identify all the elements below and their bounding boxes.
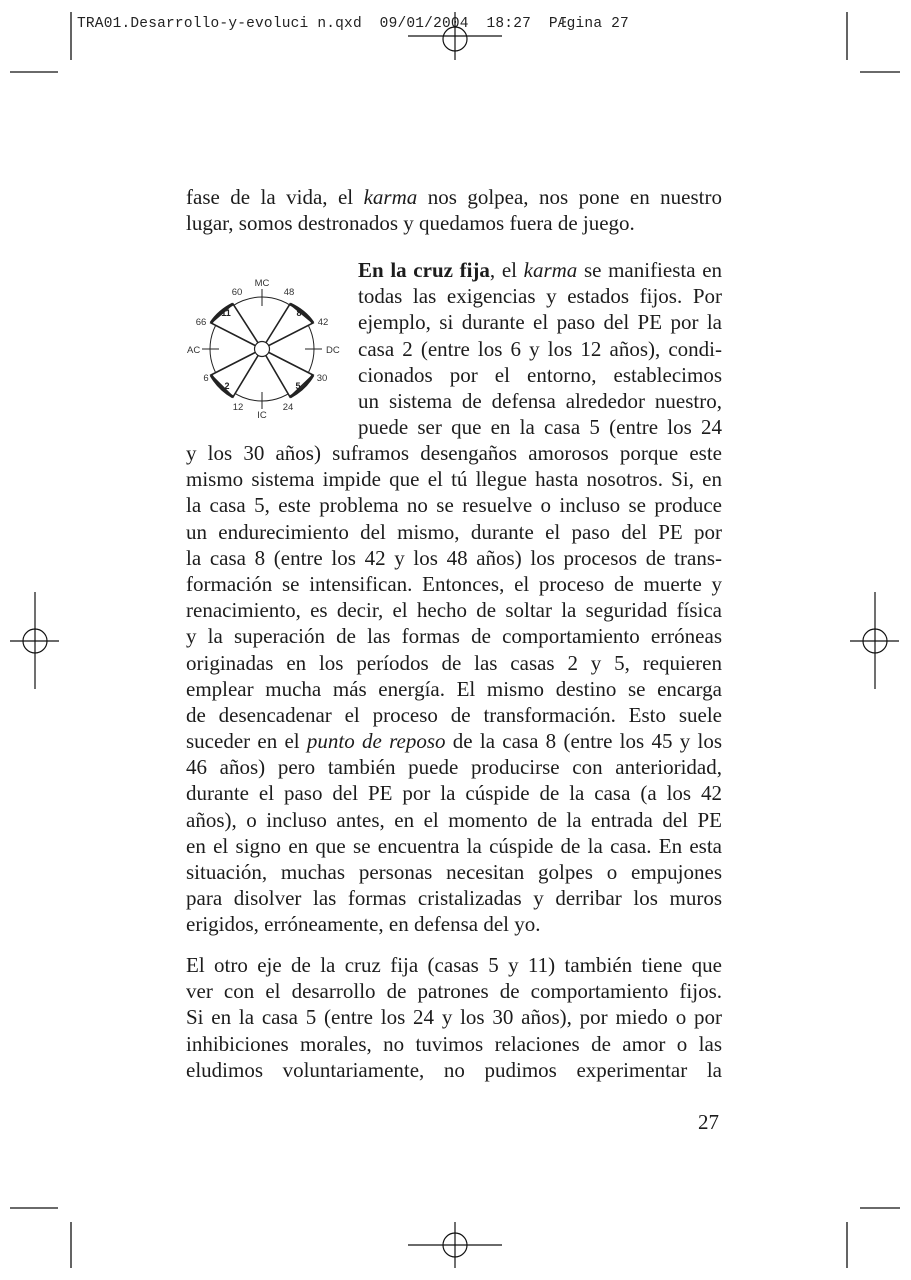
text-line: lugar, somos destronados y quedamos fuera de juego. (186, 211, 635, 236)
svg-text:30: 30 (316, 373, 328, 384)
paragraph-3 (186, 952, 722, 1083)
text-line: suceder en el punto de reposo de la casa 8 (entre los 45 y los (186, 729, 722, 754)
text-line: mismo sistema impide que el tú llegue hasta nosotros. Si, en (186, 467, 722, 492)
slug-time: 18:27 (486, 16, 532, 32)
svg-text:42: 42 (317, 317, 329, 328)
registration-mark-left (10, 592, 59, 689)
svg-text:66: 66 (195, 317, 207, 328)
text-line: años), o incluso antes, en el momento de la entrada del PE (186, 807, 722, 832)
registration-mark-bottom (408, 1222, 502, 1268)
registration-mark-top (408, 12, 502, 60)
house-8-label: 8 (296, 308, 302, 318)
svg-text:48: 48 (283, 287, 295, 298)
house-5-sector (262, 349, 313, 397)
text-line: ver con el desarrollo de patrones de comportamiento fijos. (186, 979, 722, 1004)
house-5-label: 5 (295, 381, 301, 391)
axis-label-dc: DC (326, 345, 340, 356)
text-line: y la superación de las formas de comportamiento erróneas (186, 624, 722, 649)
text-line: un sistema de defensa alrededor nuestro, (358, 388, 722, 413)
axis-label-ac: AC (187, 345, 201, 356)
text-line: inhibiciones morales, no tuvimos relaciones de amor o las (186, 1031, 722, 1056)
text-line: casa 2 (entre los 6 y los 12 años), condi- (358, 336, 722, 361)
house-8-sector (262, 304, 313, 349)
house-11-label: 11 (221, 308, 231, 318)
text-line: la casa 8 (entre los 42 y los 48 años) los procesos de trans- (186, 545, 722, 570)
svg-text:24: 24 (282, 402, 294, 413)
text-line: ejemplo, si durante el paso del PE por la (358, 310, 722, 335)
registration-mark-right (850, 592, 899, 689)
text-line: situación, muchas personas necesitan golpes o empujones (186, 860, 722, 884)
text-line: erigidos, erróneamente, en defensa del yo. (186, 912, 541, 937)
house-11-sector (211, 304, 262, 349)
text-line: fase de la vida, el karma nos golpea, nos pone en nuestro (186, 185, 722, 209)
lead-bold: En la cruz fija (358, 258, 490, 282)
text-line: cionados por el entorno, establecimos (358, 362, 722, 387)
paragraph-2-body (186, 440, 722, 938)
text-line: todas las exigencias y estados fijos. Por (358, 284, 722, 309)
slug-date: 09/01/2004 (379, 16, 469, 32)
text-line: un endurecimiento del mismo, durante el paso del PE por (186, 519, 722, 544)
house-2-sector (211, 349, 262, 397)
text-line: para disolver las formas cristalizadas y derribar los muros (186, 886, 722, 911)
text-line: emplear mucha más energía. El mismo destino se encarga (186, 676, 722, 701)
text-line: y los 30 años) suframos desengaños amorosos porque este (186, 441, 722, 465)
text-line: formación se intensifican. Entonces, el proceso de muerte y (186, 571, 722, 596)
house-2-label: 2 (224, 381, 230, 391)
svg-text:12: 12 (232, 402, 244, 413)
text-line: 46 años) pero también puede producirse con anterioridad, (186, 755, 722, 780)
axis-label-mc: MC (254, 278, 270, 289)
fixed-cross-diagram (180, 268, 350, 428)
axis-label-ic: IC (257, 410, 267, 421)
text-line: de desencadenar el proceso de transformación. Esto suele (186, 702, 722, 727)
text-line: En la cruz fija, el karma se manifiesta en (358, 258, 723, 282)
text-line: El otro eje de la cruz fija (casas 5 y 11) también tiene que (186, 953, 722, 977)
text-line: originadas en los períodos de las casas 2 y 5, requieren (186, 650, 722, 675)
slug-filename: TRA01.Desarrollo-y-evoluci n.qxd (77, 16, 362, 32)
text-line: puede ser que en la casa 5 (entre los 24 (358, 415, 722, 440)
slug-page: PÆgina 27 (548, 16, 629, 32)
page-number: 27 (698, 1110, 719, 1134)
text-line: Si en la casa 5 (entre los 24 y los 30 años), por miedo o por (186, 1005, 722, 1030)
text-line: durante el paso del PE por la cúspide de la casa (a los 42 (186, 781, 722, 806)
text-line: renacimiento, es decir, el hecho de soltar la seguridad física (186, 598, 722, 623)
svg-text:60: 60 (231, 287, 243, 298)
paragraph-2-wrapped (358, 257, 722, 440)
text-line: eludimos voluntariamente, no pudimos experimentar la (186, 1057, 722, 1082)
paragraph-1 (186, 184, 722, 236)
text-line: la casa 5, este problema no se resuelve o incluso se produce (186, 493, 722, 518)
text-line: en el signo en que se encuentra la cúspide de la casa. En esta (186, 833, 722, 858)
svg-text:6: 6 (203, 373, 209, 384)
